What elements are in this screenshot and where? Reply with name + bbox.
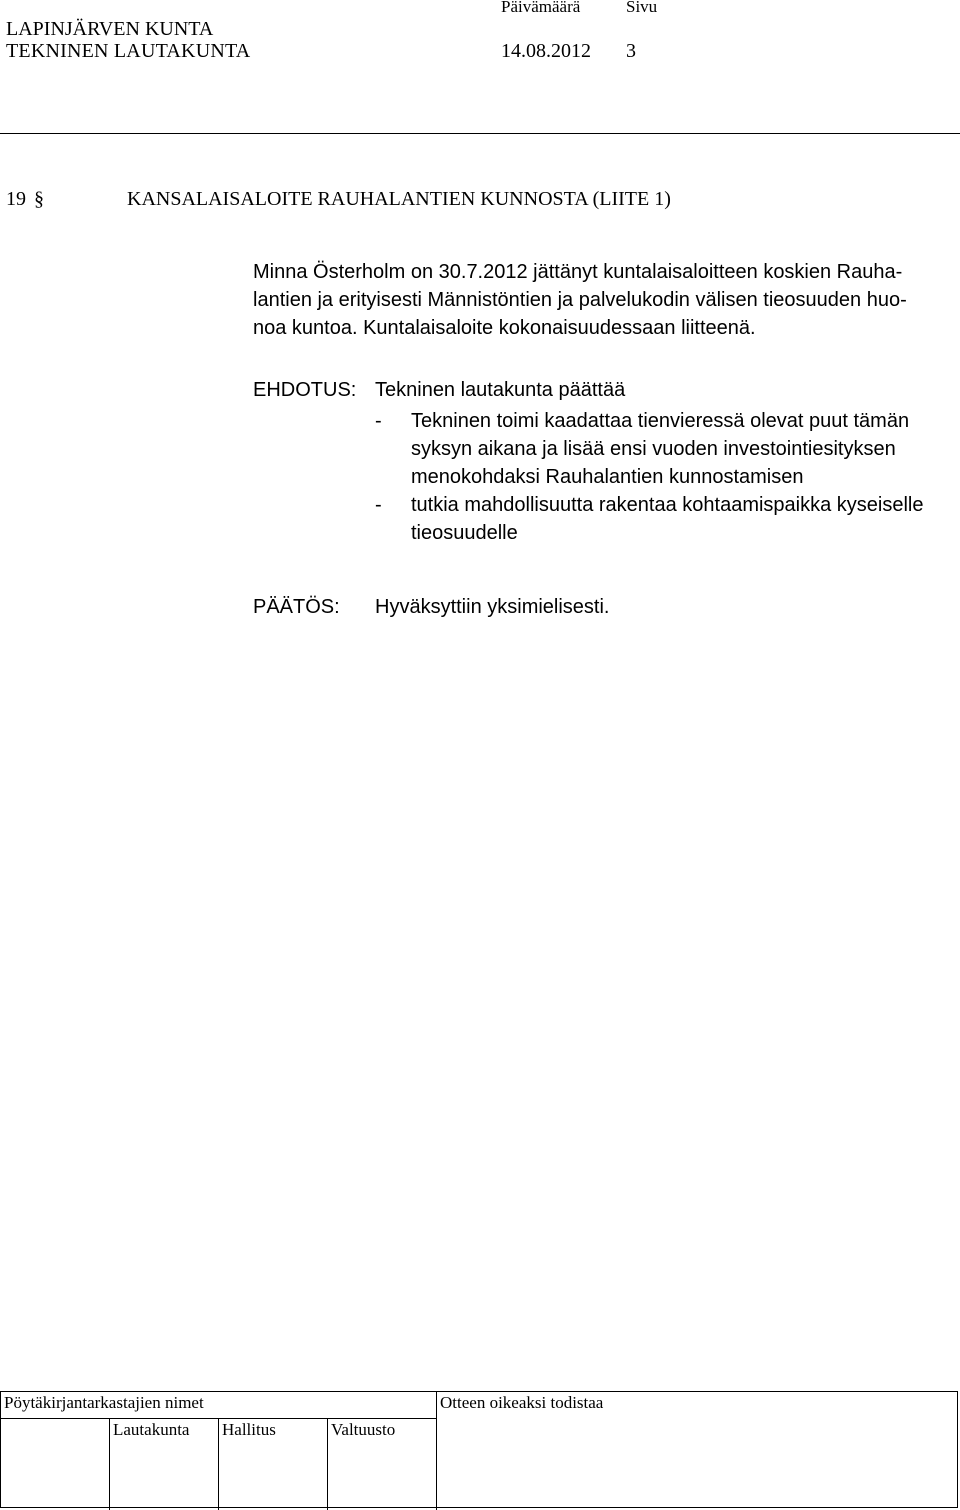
body-paragraph <box>253 258 953 342</box>
list-item-line: menokohdaksi Rauhalantien kunnostamisen <box>411 466 804 488</box>
proposal-label: EHDOTUS: <box>253 379 357 401</box>
footer-certified-label: Otteen oikeaksi todistaa <box>440 1393 604 1412</box>
date-label: Päivämäärä <box>501 0 581 16</box>
section-mark: § <box>34 188 44 210</box>
footer-divider-col <box>327 1418 328 1510</box>
proposal-list <box>375 407 955 547</box>
header-divider <box>0 133 960 134</box>
decision-label: PÄÄTÖS: <box>253 596 340 618</box>
list-item-line: tutkia mahdollisuutta rakentaa kohtaamispaikka kyseiselle <box>411 494 924 516</box>
footer-divider-main <box>436 1391 437 1510</box>
footer-col-government: Hallitus <box>222 1420 276 1439</box>
footer-divider-col <box>109 1418 110 1510</box>
decision-text: Hyväksyttiin yksimielisesti. <box>375 596 610 618</box>
footer-col-council: Valtuusto <box>331 1420 396 1439</box>
body-line: lantien ja erityisesti Männistöntien ja palvelukodin välisen tieosuuden huo- <box>253 289 907 311</box>
section-number: 19 <box>6 188 26 210</box>
list-dash: - <box>375 494 382 516</box>
page-label: Sivu <box>626 0 658 16</box>
list-item <box>375 407 955 491</box>
proposal-text: Tekninen lautakunta päättää <box>375 379 626 401</box>
list-item-line: syksyn aikana ja lisää ensi vuoden investointiesityksen <box>411 438 896 460</box>
board-name: TEKNINEN LAUTAKUNTA <box>6 40 251 62</box>
footer-divider-col <box>218 1418 219 1510</box>
body-line: Minna Österholm on 30.7.2012 jättänyt kuntalaisaloitteen koskien Rauha- <box>253 261 903 283</box>
section-title: KANSALAISALOITE RAUHALANTIEN KUNNOSTA (LIITE 1) <box>127 188 671 210</box>
footer-col-board: Lautakunta <box>113 1420 190 1439</box>
meeting-date: 14.08.2012 <box>501 40 591 62</box>
organization-name: LAPINJÄRVEN KUNTA <box>6 18 214 40</box>
body-line: noa kuntoa. Kuntalaisaloite kokonaisuudessaan liitteenä. <box>253 317 756 339</box>
list-dash: - <box>375 410 382 432</box>
list-item-line: tieosuudelle <box>411 522 518 544</box>
list-item <box>375 491 955 547</box>
page-number: 3 <box>626 40 636 62</box>
footer-checkers-label: Pöytäkirjantarkastajien nimet <box>4 1393 204 1412</box>
list-item-line: Tekninen toimi kaadattaa tienvieressä olevat puut tämän <box>411 410 910 432</box>
